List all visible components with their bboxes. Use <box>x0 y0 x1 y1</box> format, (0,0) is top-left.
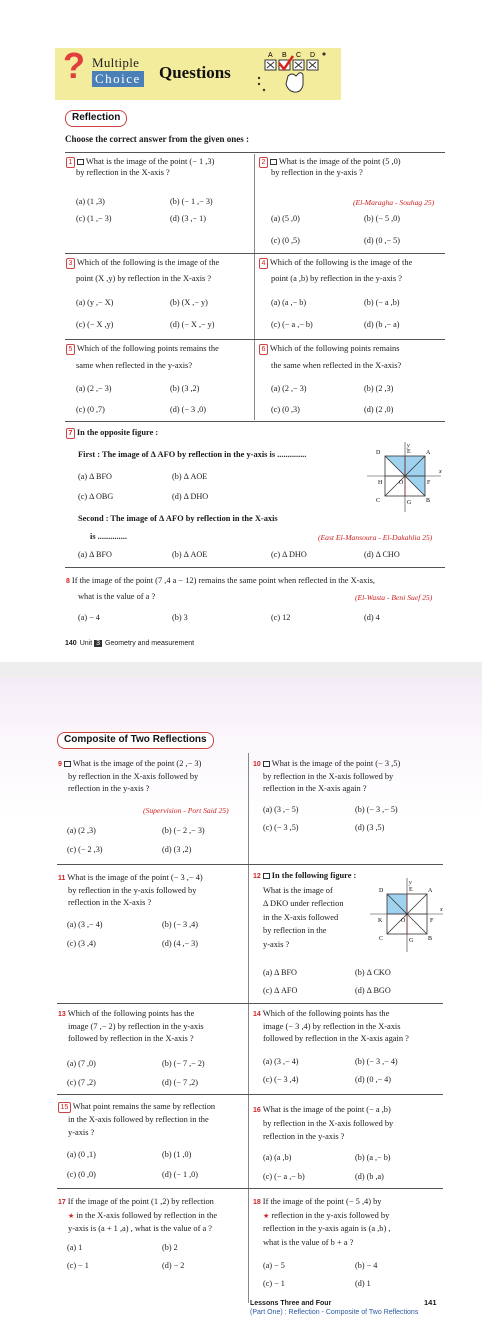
divider <box>57 864 443 865</box>
q13-option-b[interactable]: (b) (− 7 ,− 2) <box>162 1059 205 1068</box>
q8-source: (El-Wasta - Beni Suef 25) <box>355 593 433 602</box>
question-4: 4 Which of the following is the image of the point (a ,b) by reflection in the y-axis ? <box>259 258 449 285</box>
question-8: 8 If the image of the point (7 ,4 a − 12) remains the same point when reflected in the X-axis, what is the value of a ? <box>66 576 376 601</box>
section-label-composite: Composite of Two Reflections <box>57 732 214 749</box>
question-13: 13 Which of the following points has the image (7 ,− 2) by reflection in the y-axis followed by reflection in the X-axis ? <box>58 1009 204 1043</box>
instruction: Choose the correct answer from the given ones : <box>65 134 249 144</box>
svg-text:G: G <box>407 500 412 506</box>
svg-text:B: B <box>428 936 433 942</box>
svg-text:y: y <box>409 880 412 886</box>
q6-option-a[interactable]: (a) (2 ,− 3) <box>271 384 307 393</box>
question-3: 3 Which of the following is the image of the point (X ,y) by reflection in the X-axis ? <box>66 258 252 285</box>
q12-option-b[interactable]: (b) Δ CKO <box>355 968 391 977</box>
q7-first-option-a[interactable]: (a) Δ BFO <box>78 472 112 481</box>
q4-option-a[interactable]: (a) (a ,− b) <box>271 298 307 307</box>
icon-letter-a: A <box>268 52 273 59</box>
q9-option-a[interactable]: (a) (2 ,3) <box>67 826 96 835</box>
svg-text:O: O <box>399 480 404 486</box>
icon-letter-c: C <box>296 52 302 59</box>
q4-option-c[interactable]: (c) (− a ,− b) <box>271 320 313 329</box>
q6-option-b[interactable]: (b) (2 ,3) <box>364 384 394 393</box>
divider <box>57 1188 443 1189</box>
question-16: 16 What is the image of the point (− a ,b) by reflection in the X-axis followed by reflection in the y-axis ? <box>253 1105 394 1141</box>
question-11: 11 What is the image of the point (− 3 ,− 4) by reflection in the y-axis followed by reflection in the X-axis ? <box>58 873 203 907</box>
divider <box>65 567 445 568</box>
question-6: 6 Which of the following points remains the same when reflected in the X-axis? <box>259 344 449 372</box>
svg-text:D: D <box>376 450 381 456</box>
q8-option-a[interactable]: (a) − 4 <box>78 613 100 622</box>
q18-option-c[interactable]: (c) − 1 <box>263 1279 285 1288</box>
q11-option-b[interactable]: (b) (− 3 ,4) <box>162 920 198 929</box>
page-number: 141 <box>424 1298 437 1307</box>
question-12: 12 In the following figure : What is the image of Δ DKO under reflection in the X-axis followed by reflection in the y-axis ? <box>253 871 357 949</box>
column-divider <box>248 753 249 1303</box>
q2-option-c[interactable]: (c) (0 ,5) <box>271 236 300 245</box>
q13-option-a[interactable]: (a) (7 ,0) <box>67 1059 96 1068</box>
q9-option-c[interactable]: (c) (− 2 ,3) <box>67 845 103 854</box>
q10-option-d[interactable]: (d) (3 ,5) <box>355 823 385 832</box>
q2-option-a[interactable]: (a) (5 ,0) <box>271 214 300 223</box>
q10-option-b[interactable]: (b) (− 3 ,− 5) <box>355 805 398 814</box>
q7-first-option-b[interactable]: (b) Δ AOE <box>172 472 208 481</box>
q12-option-a[interactable]: (a) Δ BFO <box>263 968 297 977</box>
svg-text:A: A <box>428 888 433 894</box>
svg-text:F: F <box>427 480 431 486</box>
checkbox-hand-icon <box>252 48 342 98</box>
q15-option-c[interactable]: (c) (0 ,0) <box>67 1170 96 1179</box>
divider <box>65 421 445 422</box>
icon-letter-b: B <box>282 52 287 59</box>
svg-text:B: B <box>426 498 431 504</box>
q13-option-c[interactable]: (c) (7 ,2) <box>67 1078 96 1087</box>
question-7-title: 7 In the opposite figure : <box>66 428 158 439</box>
svg-text:F: F <box>430 918 434 924</box>
star-icon: ★ <box>68 1211 75 1220</box>
header-choice: Choice <box>92 71 144 87</box>
q6-option-d[interactable]: (d) (2 ,0) <box>364 405 394 414</box>
q7-first-option-d[interactable]: (d) Δ DHO <box>172 492 209 501</box>
q14-option-d[interactable]: (d) (0 ,− 4) <box>355 1075 391 1084</box>
q7-second-option-a[interactable]: (a) Δ BFO <box>78 550 112 559</box>
q6-option-c[interactable]: (c) (0 ,3) <box>271 405 300 414</box>
q9-option-b[interactable]: (b) (− 2 ,− 3) <box>162 826 205 835</box>
svg-text:D: D <box>379 888 384 894</box>
q7-second-stem: Second : The image of Δ AFO by reflection in the X-axis <box>78 514 278 523</box>
book-icon <box>270 159 277 165</box>
q17-option-d[interactable]: (d) − 2 <box>162 1261 185 1270</box>
svg-text:E: E <box>409 887 413 893</box>
q16-option-c[interactable]: (c) (− a ,− b) <box>263 1172 305 1181</box>
q12-option-d[interactable]: (d) Δ BGO <box>355 986 391 995</box>
q16-option-a[interactable]: (a) (a ,b) <box>263 1153 292 1162</box>
q2-source: (El-Maragha - Souhag 25) <box>353 198 435 207</box>
q7-second-option-b[interactable]: (b) Δ AOE <box>172 550 208 559</box>
q18-option-b[interactable]: (b) − 4 <box>355 1261 378 1270</box>
question-15: 15 What point remains the same by reflection in the X-axis followed by reflection in the y-axis ? <box>58 1102 246 1138</box>
svg-text:y: y <box>407 443 410 449</box>
divider <box>65 253 445 254</box>
q1-option-c[interactable]: (c) (1 ,− 3) <box>76 214 112 223</box>
svg-text:E: E <box>407 449 411 455</box>
q7-figure <box>363 440 445 518</box>
q3-option-c[interactable]: (c) (− X ,y) <box>76 320 114 329</box>
svg-text:K: K <box>378 918 383 924</box>
svg-text:H: H <box>378 480 383 486</box>
q1-option-a[interactable]: (a) (1 ,3) <box>76 197 105 206</box>
page-140 <box>0 0 482 662</box>
star-icon: ★ <box>263 1211 270 1220</box>
q2-option-d[interactable]: (d) (0 ,− 5) <box>364 236 400 245</box>
question-9: 9 What is the image of the point (2 ,− 3) by reflection in the X-axis followed by reflection in the y-axis ? <box>58 759 202 793</box>
q7-second-option-d[interactable]: (d) Δ CHO <box>364 550 400 559</box>
svg-text:C: C <box>379 936 384 942</box>
q15-option-b[interactable]: (b) (1 ,0) <box>162 1150 192 1159</box>
q1-option-d[interactable]: (d) (3 ,− 1) <box>170 214 206 223</box>
book-icon <box>263 761 270 767</box>
q18-option-a[interactable]: (a) − 5 <box>263 1261 285 1270</box>
svg-text:C: C <box>376 498 381 504</box>
question-14: 14 Which of the following points has the image (− 3 ,4) by reflection in the X-axis followed by reflection in the X-axis again ? <box>253 1009 409 1043</box>
q11-option-a[interactable]: (a) (3 ,− 4) <box>67 920 103 929</box>
book-icon <box>77 159 84 165</box>
q15-option-d[interactable]: (d) (− 1 ,0) <box>162 1170 198 1179</box>
q5-option-d[interactable]: (d) (− 3 ,0) <box>170 405 206 414</box>
svg-text:A: A <box>426 450 431 456</box>
q9-source: (Supervision - Port Said 25) <box>143 806 229 815</box>
q7-second-stem-cont: is .............. <box>90 532 127 541</box>
page-141 <box>0 678 482 1340</box>
q4-option-b[interactable]: (b) (− a ,b) <box>364 298 400 307</box>
q11-option-d[interactable]: (d) (4 ,− 3) <box>162 939 198 948</box>
q3-option-a[interactable]: (a) (y ,− X) <box>76 298 114 307</box>
q7-first-option-c[interactable]: (c) Δ OBG <box>78 492 114 501</box>
q15-option-a[interactable]: (a) (0 ,1) <box>67 1150 96 1159</box>
icon-letter-d: D <box>310 52 316 59</box>
q2-option-b[interactable]: (b) (− 5 ,0) <box>364 214 400 223</box>
column-divider <box>254 154 255 420</box>
question-2: 2 What is the image of the point (5 ,0) by reflection in the y-axis ? <box>259 157 449 179</box>
section-label-reflection: Reflection <box>65 110 127 127</box>
q13-option-d[interactable]: (d) (− 7 ,2) <box>162 1078 198 1087</box>
q12-option-c[interactable]: (c) Δ AFO <box>263 986 298 995</box>
question-1: 1 What is the image of the point (− 1 ,3) by reflection in the X-axis ? <box>66 157 251 179</box>
svg-text:G: G <box>409 938 414 944</box>
q14-option-b[interactable]: (b) (− 3 ,− 4) <box>355 1057 398 1066</box>
q18-option-d[interactable]: (d) 1 <box>355 1279 371 1288</box>
book-icon <box>263 873 270 879</box>
divider <box>57 1094 443 1095</box>
q3-option-b[interactable]: (b) (X ,− y) <box>170 298 208 307</box>
q10-option-c[interactable]: (c) (− 3 ,5) <box>263 823 299 832</box>
question-10: 10 What is the image of the point (− 3 ,5) by reflection in the X-axis followed by reflection in the X-axis again ? <box>253 759 401 793</box>
footer-left: 140 Unit 3 Geometry and measurement <box>65 640 195 647</box>
q8-option-c[interactable]: (c) 12 <box>271 613 291 622</box>
page-gap <box>0 662 482 678</box>
q17-option-b[interactable]: (b) 2 <box>162 1243 178 1252</box>
q1-option-b[interactable]: (b) (− 1 ,− 3) <box>170 197 213 206</box>
q4-option-d[interactable]: (d) (b ,− a) <box>364 320 400 329</box>
q7-first-stem: First : The image of Δ AFO by reflection in the y-axis is .............. <box>78 450 307 459</box>
q5-option-a[interactable]: (a) (2 ,− 3) <box>76 384 112 393</box>
q3-option-d[interactable]: (d) (− X ,− y) <box>170 320 215 329</box>
question-5: 5 Which of the following points remains the same when reflected in the y-axis? <box>66 344 252 372</box>
svg-text:O: O <box>401 918 406 924</box>
question-18: 18 If the image of the point (− 5 ,4) by ★ reflection in the y-axis followed by reflection in the y-axis again is (a ,b) , what is the value of b + a ? <box>253 1197 391 1247</box>
q16-option-d[interactable]: (d) (b ,a) <box>355 1172 384 1181</box>
question-17: 17 If the image of the point (1 ,2) by reflection ★ in the X-axis followed by reflection in the y-axis is (a + 1 ,a) , what is the value of a ? <box>58 1197 218 1233</box>
divider <box>57 1003 443 1004</box>
header-questions: Questions <box>159 63 231 82</box>
footer-right: Lessons Three and Four (Part One) : Reflection - Composite of Two Reflections <box>250 1300 419 1316</box>
q8-option-d[interactable]: (d) 4 <box>364 613 380 622</box>
q14-option-a[interactable]: (a) (3 ,− 4) <box>263 1057 299 1066</box>
question-mark-icon: ? <box>63 45 85 86</box>
q7-source: (East El-Mansoura - El-Dakahlia 25) <box>318 533 433 542</box>
q17-option-c[interactable]: (c) − 1 <box>67 1261 89 1270</box>
q5-option-c[interactable]: (c) (0 ,7) <box>76 405 105 414</box>
divider <box>65 339 445 340</box>
q17-option-a[interactable]: (a) 1 <box>67 1243 83 1252</box>
q5-option-b[interactable]: (b) (3 ,2) <box>170 384 200 393</box>
svg-text:x: x <box>439 469 442 475</box>
q14-option-c[interactable]: (c) (− 3 ,4) <box>263 1075 299 1084</box>
header-multiple: Multiple <box>92 55 140 70</box>
q11-option-c[interactable]: (c) (3 ,4) <box>67 939 96 948</box>
q9-option-d[interactable]: (d) (3 ,2) <box>162 845 192 854</box>
q7-second-option-c[interactable]: (c) Δ DHO <box>271 550 307 559</box>
divider <box>65 152 445 153</box>
q8-option-b[interactable]: (b) 3 <box>172 613 188 622</box>
q16-option-b[interactable]: (b) (a ,− b) <box>355 1153 391 1162</box>
q10-option-a[interactable]: (a) (3 ,− 5) <box>263 805 299 814</box>
q12-figure <box>368 876 446 956</box>
svg-text:x: x <box>440 907 443 913</box>
book-icon <box>64 761 71 767</box>
